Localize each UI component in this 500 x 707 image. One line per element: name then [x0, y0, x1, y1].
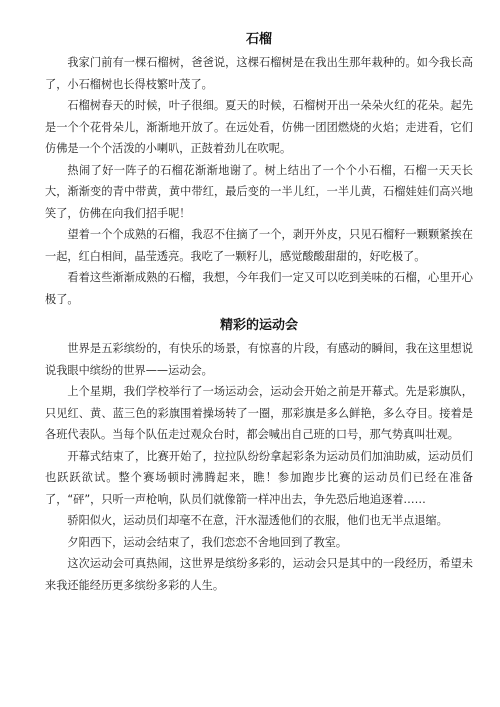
document-page — [45, 30, 473, 596]
paragraph: 这次运动会可真热闹，这世界是缤纷多彩的，运动会只是其中的一段经历，希望未来我还能经历更多缤纷多彩的人生。 — [45, 557, 473, 592]
essay-title: 石榴 — [245, 32, 272, 47]
paragraph: 骄阳似火，运动员们却毫不在意，汗水湿透他们的衣服，他们也无半点退缩。 — [67, 514, 448, 527]
paragraph: 开幕式结束了，比赛开始了，拉拉队纷纷拿起彩条为运动员们加油助威，运动员们也跃跃欲试。整个赛场顿时沸腾起来，瞧！参加跑步比赛的运动员们已经在准备了，“砰”，只听一声枪响，队员们就像箭一样冲出去，争先恐后地追逐着…… — [45, 449, 473, 506]
essay-title: 精彩的运动会 — [219, 318, 298, 333]
paragraph: 夕阳西下，运动会结束了，我们恋恋不舍地回到了教室。 — [67, 535, 348, 549]
paragraph: 我家门前有一棵石榴树，爸爸说，这棵石榴树是在我出生那年栽种的。如今我长高了，小石榴树也长得枝繁叶茂了。 — [45, 56, 473, 91]
paragraph: 看着这些渐渐成熟的石榴，我想，今年我们一定又可以吃到美味的石榴，心里开心极了。 — [45, 271, 473, 306]
paragraph: 上个星期，我们学校举行了一场运动会，运动会开始之前是开幕式。先是彩旗队，只见红、黄、蓝三色的彩旗围着操场转了一圈，那彩旗是多么鲜艳，多么夺目。接着是各班代表队。当每个队伍走过观众台时，都会喊出自己班的口号，那气势真叫壮观。 — [45, 385, 473, 441]
essay-pomegranate — [45, 30, 473, 310]
paragraph: 望着一个个成熟的石榴，我忍不住摘了一个，剥开外皮，只见石榴籽一颗颗紧挨在一起，红白相间，晶莹透亮。我吃了一颗籽儿，感觉酸酸甜甜的，好吃极了。 — [45, 228, 473, 263]
paragraph: 热闹了好一阵子的石榴花渐渐地谢了。树上结出了一个个小石榴，石榴一天天长大，渐渐变的青中带黄，黄中带红，最后变的一半儿红，一半儿黄，石榴娃娃们高兴地笑了，仿佛在向我们招手呢！ — [45, 163, 473, 220]
paragraph: 石榴树春天的时候，叶子很细。夏天的时候，石榴树开出一朵朵火红的花朵。起先是一个个花骨朵儿，渐渐地开放了。在远处看，仿佛一团团燃烧的火焰；走进看，它们仿佛是一个个活泼的小喇叭，正鼓着劲儿在吹呢。 — [45, 99, 473, 155]
essay-sports-meet — [45, 316, 473, 596]
paragraph: 世界是五彩缤纷的，有快乐的场景，有惊喜的片段，有感动的瞬间，我在这里想说说我眼中缤纷的世界——运动会。 — [45, 342, 473, 377]
